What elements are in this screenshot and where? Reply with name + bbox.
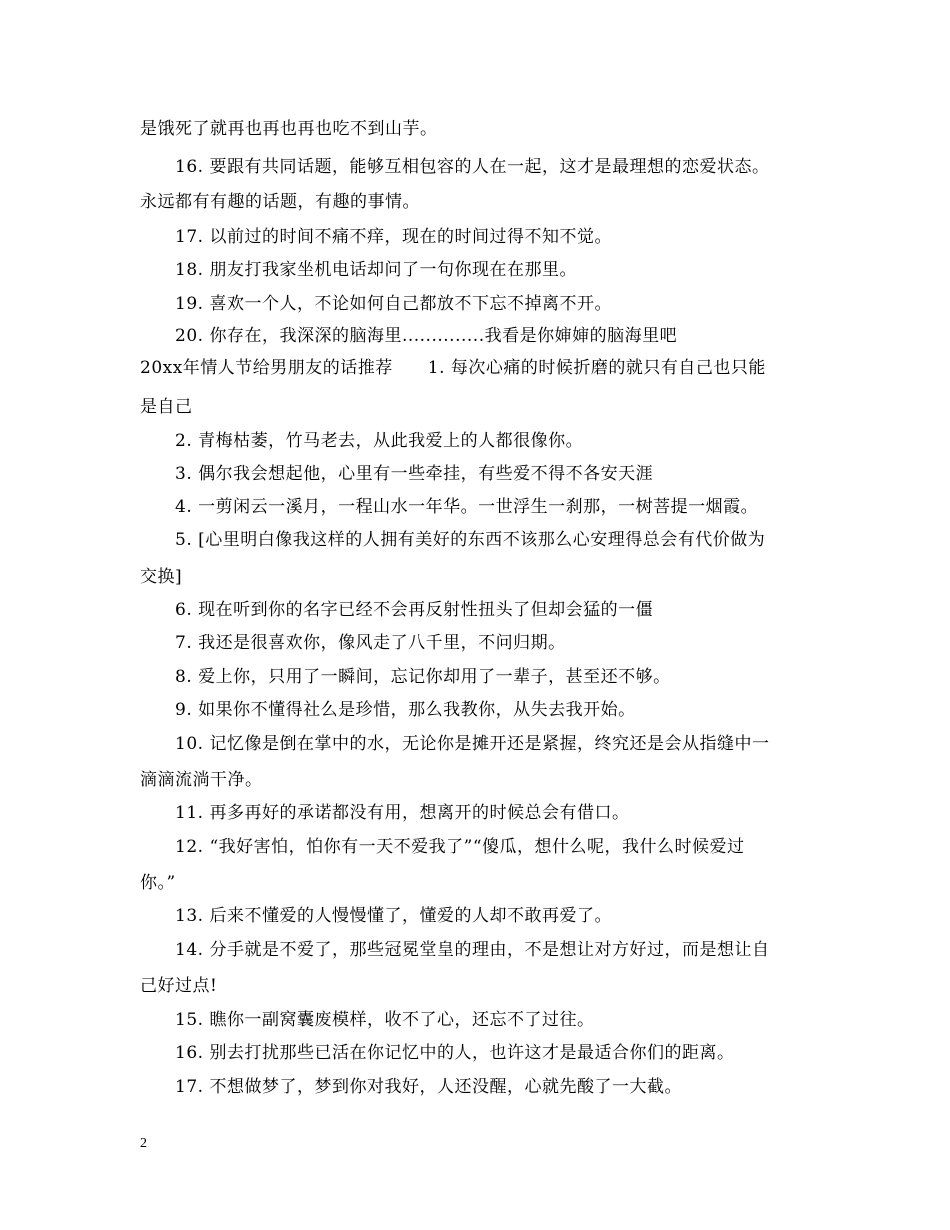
text-line: 14. 分手就是不爱了，那些冠冕堂皇的理由，不是想让对方好过，而是想让自 <box>175 940 770 960</box>
text-line: 20xx年情人节给男朋友的话推荐 1. 每次心痛的时候折磨的就只有自己也只能 <box>140 358 766 378</box>
text-line: 滴滴流淌干净。 <box>140 770 263 790</box>
text-line: 2. 青梅枯萎，竹马老去，从此我爱上的人都很像你。 <box>175 431 584 451</box>
text-line: 交换] <box>140 567 183 587</box>
text-line: 9. 如果你不懂得社么是珍惜，那么我教你，从失去我开始。 <box>175 700 636 720</box>
text-line: 是自己 <box>140 397 193 417</box>
text-line: 永远都有有趣的话题，有趣的事情。 <box>140 192 420 212</box>
text-line: 5. [心里明白像我这样的人拥有美好的东西不该那么心安理得总会有代价做为 <box>175 530 766 550</box>
text-line: 20. 你存在，我深深的脑海里..............我看是你婶婶的脑海里吧 <box>175 326 678 346</box>
text-line: 4. 一剪闲云一溪月，一程山水一年华。一世浮生一刹那，一树菩提一烟霞。 <box>175 497 759 517</box>
page-number: 2 <box>140 1136 148 1151</box>
text-line: 16. 别去打扰那些已活在你记忆中的人，也许这才是最适合你们的距离。 <box>175 1043 735 1063</box>
text-line: 16. 要跟有共同话题，能够互相包容的人在一起，这才是最理想的恋爱状态。 <box>175 157 770 177</box>
text-line: 6. 现在听到你的名字已经不会再反射性扭头了但却会猛的一僵 <box>175 600 654 620</box>
text-line: 17. 不想做梦了，梦到你对我好，人还没醒，心就先酸了一大截。 <box>175 1077 682 1097</box>
text-line: 3. 偶尔我会想起他，心里有一些牵挂，有些爱不得不各安天涯 <box>175 464 654 484</box>
text-line: 13. 后来不懂爱的人慢慢懂了，懂爱的人却不敢再爱了。 <box>175 906 612 926</box>
text-line: 你。” <box>140 873 176 893</box>
text-line: 7. 我还是很喜欢你，像风走了八千里，不问归期。 <box>175 633 566 653</box>
text-line: 18. 朋友打我家坐机电话却问了一句你现在在那里。 <box>175 260 577 280</box>
text-line: 12. “我好害怕，怕你有一天不爱我了”“傻瓜，想什么呢，我什么时候爱过 <box>175 837 745 857</box>
text-line: 10. 记忆像是倒在掌中的水，无论你是摊开还是紧握，终究还是会从指缝中一 <box>175 734 770 754</box>
text-line: 19. 喜欢一个人，不论如何自己都放不下忘不掉离不开。 <box>175 294 612 314</box>
text-line: 8. 爱上你，只用了一瞬间，忘记你却用了一辈子，甚至还不够。 <box>175 667 671 687</box>
text-line: 11. 再多再好的承诺都没有用，想离开的时候总会有借口。 <box>175 803 630 823</box>
text-line: 己好过点! <box>140 976 218 996</box>
text-line: 17. 以前过的时间不痛不痒，现在的时间过得不知不觉。 <box>175 227 612 247</box>
text-line: 是饿死了就再也再也再也吃不到山芋。 <box>140 119 438 139</box>
text-line: 15. 瞧你一副窝囊废模样，收不了心，还忘不了过往。 <box>175 1010 595 1030</box>
